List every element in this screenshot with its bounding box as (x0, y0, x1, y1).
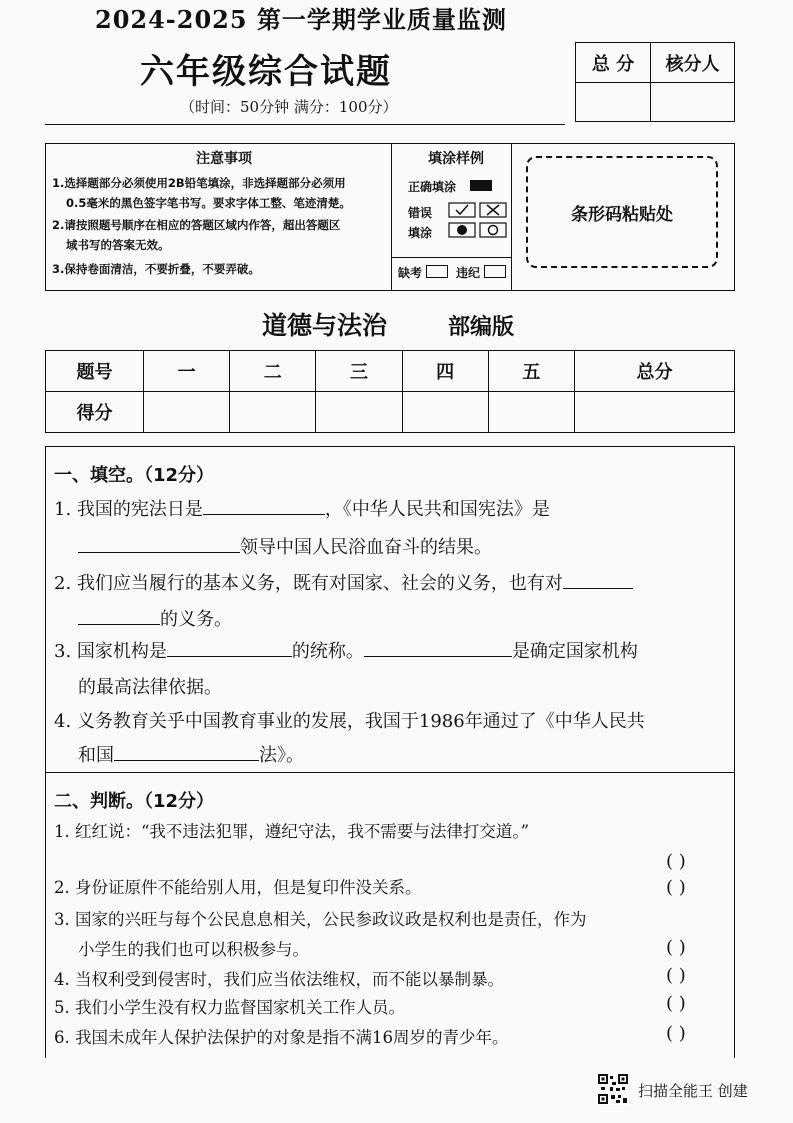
question-text: 是确定国家机构 (511, 641, 638, 662)
checker-label: 核分人 (651, 43, 734, 83)
answer-paren[interactable]: ( ) (666, 1023, 686, 1044)
section-true-false (45, 772, 735, 1058)
section-heading: 二、判断。（12分） (54, 791, 215, 812)
answer-blank[interactable] (167, 634, 292, 657)
notice-item: 域书写的答案无效。 (66, 238, 170, 252)
notice-item: 2.请按照题号顺序在相应的答题区域内作答，超出答题区 (52, 218, 341, 232)
judge-question-2: 2. 身份证原件不能给别人用，但是复印件没关系。 (54, 878, 422, 897)
judge-question-4: 4. 当权利受到侵害时，我们应当依法维权，而不能以暴制暴。 (54, 970, 504, 989)
absent-label: 缺考 (398, 266, 423, 280)
score-table (45, 350, 735, 433)
qr-code-icon (597, 1073, 629, 1105)
judge-question-3-line-1: 3. 国家的兴旺与每个公民息息相关，公民参政议政是权利也是责任，作为 (54, 910, 587, 929)
sample-bottom-line (391, 257, 511, 258)
correct-fill-label: 正确填涂 (408, 180, 457, 194)
notice-title: 注意事项 (196, 151, 252, 167)
violation-label: 违纪 (456, 266, 481, 280)
table-header-cell: 四 (402, 351, 488, 392)
subject-title: 道德与法治 (262, 311, 388, 340)
section-heading: 一、填空。（12分） (54, 465, 215, 486)
table-header-cell: 题号 (46, 351, 144, 392)
violation-checkbox[interactable] (484, 265, 506, 278)
wrong-fill-label: 错误 (408, 206, 433, 220)
sample-title: 填涂样例 (428, 151, 484, 167)
question-1-line-2 (78, 529, 492, 567)
notice-divider (391, 144, 392, 290)
scanner-watermark: 扫描全能王 创建 (638, 1082, 748, 1100)
score-cell[interactable] (316, 392, 402, 433)
question-3-line-1 (54, 633, 638, 671)
answer-paren[interactable]: ( ) (666, 965, 686, 986)
table-header-cell: 二 (230, 351, 316, 392)
answer-blank[interactable] (563, 566, 633, 589)
answer-paren[interactable]: ( ) (666, 851, 686, 872)
total-score-label: 总 分 (576, 43, 651, 83)
exam-meta: （时间：50分钟 满分：100分） (180, 98, 398, 116)
question-text: 2. 我们应当履行的基本义务，既有对国家、社会的义务，也有对 (54, 573, 563, 594)
answer-blank[interactable] (364, 634, 512, 657)
answer-blank[interactable] (78, 602, 160, 625)
score-box (575, 42, 735, 122)
checker-cell[interactable] (651, 83, 734, 121)
answer-blank[interactable] (203, 492, 325, 515)
question-text: 1. 我国的宪法日是 (54, 499, 203, 520)
header-divider (45, 124, 565, 125)
judge-question-6: 6. 我国未成年人保护法保护的对象是指不满16周岁的青少年。 (54, 1028, 509, 1047)
score-cell[interactable] (488, 392, 574, 433)
question-text: 法》。 (259, 745, 304, 766)
question-text: 的统称。 (291, 641, 364, 662)
correct-fill-mark (470, 180, 492, 191)
score-cell[interactable] (230, 392, 316, 433)
absent-checkbox[interactable] (426, 265, 448, 278)
wrong-fill-samples (448, 202, 508, 242)
edition-label: 部编版 (448, 315, 515, 340)
total-score-cell[interactable] (576, 83, 651, 121)
section-fill-in (45, 446, 735, 773)
answer-blank[interactable] (114, 738, 259, 761)
table-header-cell: 一 (144, 351, 230, 392)
wrong-fill-label-2: 填涂 (408, 226, 433, 240)
answer-blank[interactable] (78, 530, 240, 553)
table-header-cell: 五 (488, 351, 574, 392)
score-row-label: 得分 (46, 392, 144, 433)
question-text: 3. 国家机构是 (54, 641, 167, 662)
score-cell[interactable] (402, 392, 488, 433)
table-header-cell: 总分 (574, 351, 734, 392)
score-cell[interactable] (574, 392, 734, 433)
score-cell[interactable] (144, 392, 230, 433)
notice-item: 0.5毫米的黑色签字笔书写。要求字体工整、笔迹清楚。 (66, 196, 351, 210)
sample-divider (511, 144, 512, 290)
exam-title: 六年级综合试题 (140, 52, 392, 92)
answer-paren[interactable]: ( ) (666, 877, 686, 898)
score-table-header-row (46, 351, 735, 392)
notice-panel (45, 143, 735, 291)
score-table-row (46, 392, 735, 433)
question-text: 的义务。 (160, 609, 232, 630)
question-1-line-1 (54, 491, 550, 529)
question-4-line-1: 4. 义务教育关乎中国教育事业的发展，我国于1986年通过了《中华人民共 (54, 711, 645, 732)
question-2-line-1 (54, 565, 633, 603)
judge-question-1: 1. 红红说：“我不违法犯罪，遵纪守法，我不需要与法律打交道。” (54, 822, 530, 841)
question-text: 领导中国人民浴血奋斗的结果。 (240, 537, 492, 558)
answer-paren[interactable]: ( ) (666, 993, 686, 1014)
answer-paren[interactable]: ( ) (666, 937, 686, 958)
question-text: ，《中华人民共和国宪法》是 (324, 499, 550, 520)
notice-item: 3.保持卷面清洁，不要折叠，不要弄破。 (52, 262, 260, 276)
judge-question-5: 5. 我们小学生没有权力监督国家机关工作人员。 (54, 998, 405, 1017)
table-header-cell: 三 (316, 351, 402, 392)
question-4-line-2 (78, 737, 304, 775)
judge-question-3-line-2: 小学生的我们也可以积极参与。 (78, 940, 309, 959)
question-text: 和国 (78, 745, 114, 766)
barcode-area: 条形码粘贴处 (526, 156, 718, 268)
notice-item: 1.选择题部分必须使用2B铅笔填涂，非选择题部分必须用 (52, 176, 346, 190)
question-3-line-2: 的最高法律依据。 (78, 677, 222, 698)
exam-term-title: 2024-2025 第一学期学业质量监测 (95, 5, 507, 34)
